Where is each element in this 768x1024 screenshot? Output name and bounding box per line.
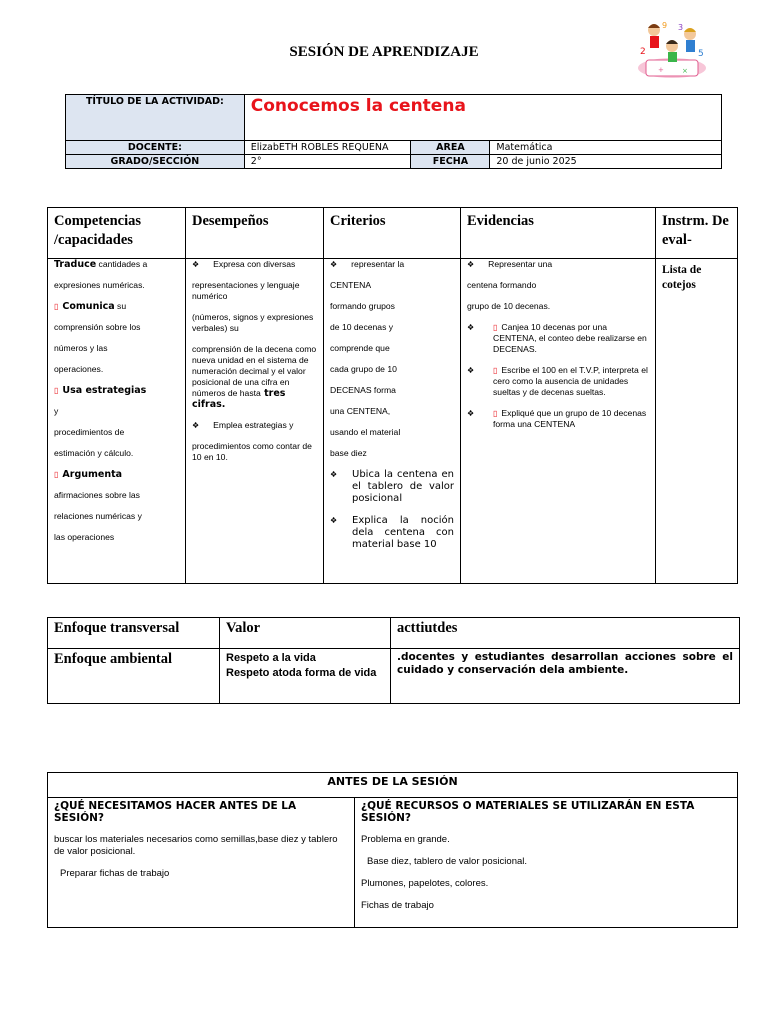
criterio-line: comprende que [330, 343, 390, 353]
lista-cotejos: Lista de cotejos [662, 264, 702, 291]
evidencias-cell [461, 259, 656, 584]
evidencia-item: Canjea 10 decenas por una CENTENA, el conteo debe realizarse en DECENAS. [493, 322, 647, 354]
criterio-line: formando grupos [330, 301, 395, 311]
criterio-bullet: Explica la noción dela centena con material base 10 [352, 515, 454, 550]
criterio-line: representar la [351, 259, 405, 269]
antes-sesion-table [47, 772, 738, 928]
grado-label: GRADO/SECCIÓN [66, 155, 245, 169]
argumenta-label: Argumenta [62, 469, 123, 480]
comp-line: las operaciones [54, 532, 115, 542]
bullet-icon: ▯ [493, 366, 498, 375]
valor-cell [220, 649, 391, 704]
desempeno-line: procedimientos como contar de 10 en 10. [192, 441, 312, 462]
enfoque-ambiental: Enfoque ambiental [48, 649, 220, 704]
traduce-text: cantidades a [96, 259, 148, 269]
antes-right-cell [355, 798, 738, 928]
traduce-label: Traduce [54, 259, 97, 270]
antes-left-cell [48, 798, 355, 928]
diamond-bullet-icon: ❖ [330, 260, 338, 269]
bullet-icon: ▯ [54, 386, 59, 395]
valor-line: Respeto atoda forma de vida [226, 667, 377, 679]
header-competencias: Competencias /capacidades [48, 208, 186, 259]
comp-line: relaciones numéricas y [54, 511, 142, 521]
svg-text:9: 9 [662, 21, 668, 30]
bullet-icon: ▯ [493, 409, 498, 418]
header-instrumento: Instrm. De eval- [656, 208, 738, 259]
fecha-label: FECHA [411, 155, 490, 169]
svg-text:+: + [658, 66, 664, 74]
diamond-bullet-icon: ❖ [467, 409, 475, 418]
bullet-icon: ▯ [54, 302, 59, 311]
comp-line: expresiones numéricas. [54, 280, 145, 290]
kids-numbers-illustration [632, 16, 712, 86]
criterio-line: base diez [330, 448, 367, 458]
bullet-icon: ▯ [493, 323, 498, 332]
desempeno-line: comprensión de la decena como nueva unidad en el sistema de numeración decimal y el valor posicional de una cifra en números de hasta [192, 344, 317, 398]
criterio-line: DECENAS forma [330, 385, 396, 395]
tres-cifras-text: tres cifras. [192, 388, 286, 410]
enfoque-header: Enfoque transversal [48, 618, 220, 649]
desempenos-cell [186, 259, 324, 584]
fecha-value: 20 de junio 2025 [490, 155, 722, 169]
comp-line: procedimientos de [54, 427, 125, 437]
svg-text:2: 2 [640, 47, 646, 57]
criterio-line: una CENTENA, [330, 406, 391, 416]
desempeno-line: Expresa con diversas [213, 259, 296, 269]
diamond-bullet-icon: ❖ [330, 470, 338, 479]
area-label: AREA [411, 141, 490, 155]
comunica-text: su [114, 301, 127, 311]
usa-estrategias-label: Usa estrategias [62, 385, 147, 396]
header-evidencias: Evidencias [461, 208, 656, 259]
diamond-bullet-icon: ❖ [330, 516, 338, 525]
document-title: SESIÓN DE APRENDIZAJE [289, 44, 479, 60]
criterio-line: CENTENA [330, 280, 372, 290]
comunica-label: Comunica [62, 301, 115, 312]
answer-line: Preparar fichas de trabajo [60, 868, 170, 879]
comp-line: comprensión sobre los [54, 322, 141, 332]
question-antes: ¿QUÉ NECESITAMOS HACER ANTES DE LA SESIÓN? [54, 800, 297, 824]
desempeno-line: Emplea estrategias y [213, 420, 294, 430]
comp-line: afirmaciones sobre las [54, 490, 140, 500]
activity-title: Conocemos la centena [250, 96, 466, 116]
criterio-bullet: Ubica la centena en el tablero de valor posicional [352, 469, 454, 504]
bullet-icon: ▯ [54, 470, 59, 479]
comp-line: números y las [54, 343, 108, 353]
competencias-table [47, 207, 738, 584]
header-criterios: Criterios [324, 208, 461, 259]
desempeno-line: representaciones y lenguaje numérico [192, 280, 300, 301]
enfoque-table [47, 617, 740, 704]
question-recursos: ¿QUÉ RECURSOS O MATERIALES SE UTILIZARÁN EN ESTA SESIÓN? [361, 800, 695, 824]
diamond-bullet-icon: ❖ [192, 421, 200, 430]
comp-line: y [54, 406, 59, 416]
criterios-cell [324, 259, 461, 584]
evidencia-item: Expliqué que un grupo de 10 decenas forma una CENTENA [493, 408, 647, 429]
criterio-line: cada grupo de 10 [330, 364, 397, 374]
area-value: Matemática [490, 141, 722, 155]
criterio-line: de 10 decenas y [330, 322, 394, 332]
header-desempenos: Desempeños [186, 208, 324, 259]
material-line: Plumones, papelotes, colores. [361, 878, 489, 889]
diamond-bullet-icon: ❖ [467, 260, 475, 269]
docente-label: DOCENTE: [66, 141, 245, 155]
material-line: Problema en grande. [361, 834, 450, 845]
antes-sesion-title: ANTES DE LA SESIÓN [48, 773, 738, 798]
material-line: Fichas de trabajo [361, 900, 434, 911]
evidencia-line: centena formando [467, 280, 537, 290]
criterio-line: usando el material [330, 427, 401, 437]
diamond-bullet-icon: ❖ [192, 260, 200, 269]
evidencia-line: grupo de 10 decenas. [467, 301, 551, 311]
actitudes-header: acttiutdes [391, 618, 740, 649]
grado-value: 2° [244, 155, 411, 169]
desempeno-line: (números, signos y expresiones verbales) su [192, 312, 314, 333]
activity-title-cell [244, 95, 721, 141]
docente-value: ElizabETH ROBLES REQUENA [244, 141, 411, 155]
comp-line: operaciones. [54, 364, 104, 374]
answer-line: buscar los materiales necesarios como semillas,base diez y tablero de valor posicional. [54, 834, 338, 857]
valor-line: Respeto a la vida [226, 652, 316, 664]
titulo-label: TÍTULO DE LA ACTIVIDAD: [66, 95, 245, 141]
svg-text:5: 5 [698, 49, 704, 59]
instrumento-cell [656, 259, 738, 584]
diamond-bullet-icon: ❖ [467, 366, 475, 375]
valor-header: Valor [220, 618, 391, 649]
material-line: Base diez, tablero de valor posicional. [367, 856, 528, 867]
competencias-cell [48, 259, 186, 584]
evidencia-item: Escribe el 100 en el T.V.P, interpreta el cero como la ausencia de unidades sueltas y de decenas sueltas. [493, 365, 648, 397]
svg-text:×: × [682, 67, 688, 75]
actitudes-cell: .docentes y estudiantes desarrollan acciones sobre el cuidado y conservación dela ambiente. [391, 649, 740, 704]
svg-text:3: 3 [678, 23, 684, 32]
activity-info-table [65, 94, 722, 169]
diamond-bullet-icon: ❖ [467, 323, 475, 332]
evidencia-line: Representar una [488, 259, 553, 269]
comp-line: estimación y cálculo. [54, 448, 134, 458]
